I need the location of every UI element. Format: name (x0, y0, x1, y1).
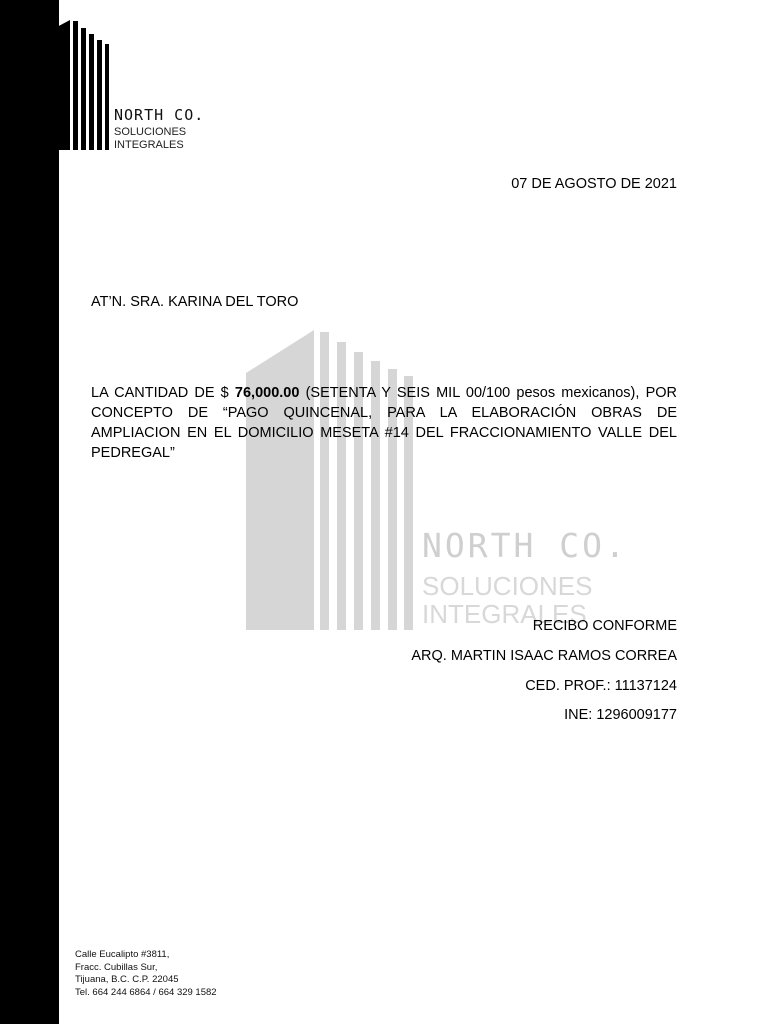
footer-neighborhood: Fracc. Cubillas Sur, (75, 961, 158, 973)
footer-address (75, 949, 217, 999)
logo-tagline-line-2: INTEGRALES (114, 139, 184, 151)
body-prefix: LA CANTIDAD DE $ (91, 385, 235, 401)
building-logo-icon (36, 18, 110, 152)
company-logo (36, 18, 236, 158)
watermark-logo (244, 328, 664, 638)
logo-tagline-line-1: SOLUCIONES (114, 126, 187, 138)
body-description: (SETENTA Y SEIS MIL 00/100 pesos mexicanos), POR CONCEPTO DE “PAGO QUINCENAL, PARA LA ELABORACIÓN OBRAS DE AMPLIACION EN EL DOMICILIO MESETA #14 DEL FRACCIONAMIENTO VALLE DEL PEDREGAL” (91, 385, 677, 461)
watermark-tagline-line-1: SOLUCIONES (422, 571, 593, 601)
footer-city: Tijuana, B.C. C.P. 22045 (75, 974, 179, 985)
footer-phone: Tel. 664 244 6864 / 664 329 1582 (75, 986, 217, 998)
watermark-building-icon (244, 328, 414, 630)
watermark-company-name: NORTH CO. (422, 526, 628, 565)
logo-company-name: NORTH CO. (114, 106, 205, 124)
letter-body (91, 383, 677, 463)
letter-date: 07 DE AGOSTO DE 2021 (511, 176, 677, 192)
ine-number: INE: 1296009177 (564, 707, 677, 723)
attention-line: AT’N. SRA. KARINA DEL TORO (91, 294, 299, 310)
received-label: RECIBO CONFORME (532, 618, 677, 634)
payment-amount: 76,000.00 (234, 385, 300, 401)
watermark-tagline-line-2: INTEGRALES (422, 599, 587, 629)
signer-name: ARQ. MARTIN ISAAC RAMOS CORREA (411, 648, 677, 664)
footer-street: Calle Eucalipto #3811, (75, 949, 170, 960)
logo-tagline (114, 126, 186, 152)
professional-license: CED. PROF.: 11137124 (525, 678, 677, 694)
